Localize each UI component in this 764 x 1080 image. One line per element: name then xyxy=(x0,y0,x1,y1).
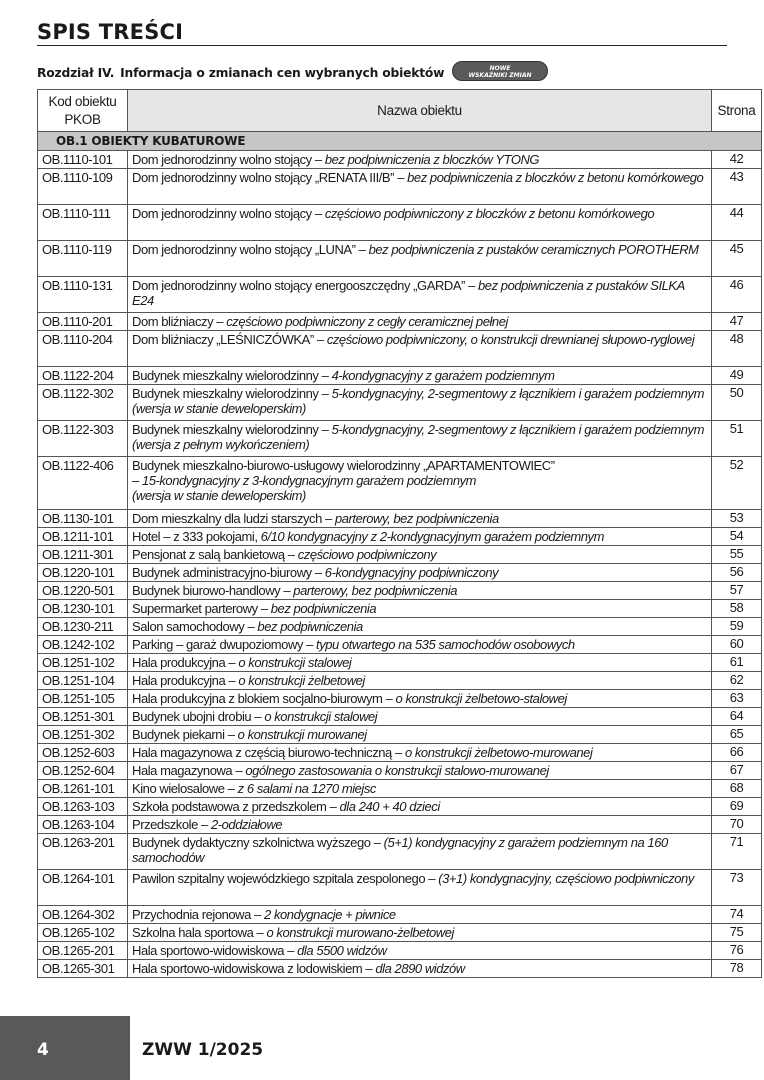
object-code: OB.1263-104 xyxy=(38,816,128,834)
page-number-link[interactable]: 52 xyxy=(712,457,762,510)
table-row xyxy=(38,654,762,672)
table-row xyxy=(38,385,762,421)
object-description: (5+1) kondygnacyjny z garażem podziemnym na 160 samochodów xyxy=(132,835,668,865)
object-code: OB.1110-131 xyxy=(38,277,128,313)
table-row xyxy=(38,600,762,618)
object-name: Pawilon szpitalny wojewódzkiego szpitala zespolonego – xyxy=(132,871,439,886)
object-name: Hala magazynowa – xyxy=(132,763,246,778)
page-number-link[interactable]: 76 xyxy=(712,942,762,960)
page-number-link[interactable]: 43 xyxy=(712,169,762,205)
object-name-cell xyxy=(128,798,712,816)
page-number-link[interactable]: 59 xyxy=(712,618,762,636)
object-name-cell xyxy=(128,672,712,690)
object-code: OB.1265-201 xyxy=(38,942,128,960)
object-code: OB.1122-406 xyxy=(38,457,128,510)
new-indices-badge xyxy=(452,61,548,81)
table-row xyxy=(38,690,762,708)
object-description: parterowy, bez podpiwniczenia xyxy=(293,583,458,598)
table-row xyxy=(38,457,762,510)
header-page: Strona xyxy=(712,90,762,132)
object-code: OB.1110-101 xyxy=(38,151,128,169)
object-name: Dom jednorodzinny wolno stojący „LUNA” – xyxy=(132,242,369,257)
object-name: Dom jednorodzinny wolno stojący „RENATA III/B” – xyxy=(132,170,408,185)
object-description: bez podpiwniczenia z bloczków YTONG xyxy=(324,152,540,167)
object-code: OB.1230-211 xyxy=(38,618,128,636)
object-code: OB.1265-102 xyxy=(38,924,128,942)
object-name-cell xyxy=(128,726,712,744)
footer-page-number: 4 xyxy=(37,1040,49,1060)
page-number-link[interactable]: 60 xyxy=(712,636,762,654)
table-row xyxy=(38,744,762,762)
object-name-cell xyxy=(128,421,712,457)
object-code: OB.1110-111 xyxy=(38,205,128,241)
object-description: bez podpiwniczenia z pustaków SILKA E24 xyxy=(132,278,685,308)
chapter-title: Informacja o zmianach cen wybranych obiektów xyxy=(120,66,445,80)
object-name: Hala produkcyjna – xyxy=(132,673,239,688)
chapter-heading xyxy=(37,66,444,80)
object-code: OB.1130-101 xyxy=(38,510,128,528)
object-description: bez podpiwniczenia xyxy=(270,601,377,616)
page-number-link[interactable]: 44 xyxy=(712,205,762,241)
page-number-link[interactable]: 42 xyxy=(712,151,762,169)
page-number-link[interactable]: 49 xyxy=(712,367,762,385)
object-name-cell xyxy=(128,313,712,331)
object-code: OB.1230-101 xyxy=(38,600,128,618)
table-row xyxy=(38,151,762,169)
table-row xyxy=(38,798,762,816)
object-description: częściowo podpiwniczony z bloczków z betonu komórkowego xyxy=(324,206,655,221)
object-description: o konstrukcji murowano-żelbetowej xyxy=(266,925,454,940)
object-name: Hala produkcyjna – xyxy=(132,655,239,670)
page-number-link[interactable]: 68 xyxy=(712,780,762,798)
object-name: Szkoła podstawowa z przedszkolem – xyxy=(132,799,340,814)
object-name: Supermarket parterowy – xyxy=(132,601,271,616)
object-code: OB.1251-301 xyxy=(38,708,128,726)
object-name-cell xyxy=(128,924,712,942)
table-row xyxy=(38,942,762,960)
object-name: Hotel – z 333 pokojami, xyxy=(132,529,261,544)
object-description: o konstrukcji żelbetowej xyxy=(238,673,365,688)
object-code: OB.1110-201 xyxy=(38,313,128,331)
table-row xyxy=(38,205,762,241)
page-number-link[interactable]: 66 xyxy=(712,744,762,762)
object-name: Budynek piekarni – xyxy=(132,727,238,742)
object-description: ogólnego zastosowania o konstrukcji stalowo-murowanej xyxy=(245,763,549,778)
section-label: OB.1 OBIEKTY KUBATUROWE xyxy=(38,132,762,151)
object-name: Szkolna hala sportowa – xyxy=(132,925,267,940)
object-name: Hala sportowo-widowiskowa z lodowiskiem – xyxy=(132,961,376,976)
object-name: Hala produkcyjna z blokiem socjalno-biurowym – xyxy=(132,691,396,706)
object-code: OB.1251-104 xyxy=(38,672,128,690)
object-code: OB.1211-101 xyxy=(38,528,128,546)
page-number-link[interactable]: 71 xyxy=(712,834,762,870)
object-code: OB.1251-302 xyxy=(38,726,128,744)
object-name-cell xyxy=(128,834,712,870)
page-number-link[interactable]: 64 xyxy=(712,708,762,726)
object-name-cell xyxy=(128,367,712,385)
object-description: bez podpiwniczenia xyxy=(257,619,363,634)
page-number-link[interactable]: 74 xyxy=(712,906,762,924)
object-description: bez podpiwniczenia z pustaków ceramicznych POROTHERM xyxy=(368,242,699,257)
object-name: Pensjonat z salą bankietową – xyxy=(132,547,298,562)
page-number-link[interactable]: 70 xyxy=(712,816,762,834)
table-row xyxy=(38,421,762,457)
table-row xyxy=(38,924,762,942)
object-code: OB.1211-301 xyxy=(38,546,128,564)
table-row xyxy=(38,546,762,564)
object-name: Budynek mieszkalny wielorodzinny – xyxy=(132,422,332,437)
object-description: o konstrukcji murowanej xyxy=(237,727,367,742)
object-code: OB.1110-119 xyxy=(38,241,128,277)
object-code: OB.1261-101 xyxy=(38,780,128,798)
object-code: OB.1264-101 xyxy=(38,870,128,906)
object-name-cell xyxy=(128,510,712,528)
object-code: OB.1242-102 xyxy=(38,636,128,654)
object-name: Budynek mieszkalny wielorodzinny – xyxy=(132,368,332,383)
object-name-cell xyxy=(128,151,712,169)
object-name: Budynek mieszkalny wielorodzinny – xyxy=(132,386,332,401)
object-name: Dom mieszkalny dla ludzi starszych – xyxy=(132,511,335,526)
object-name: Budynek dydaktyczny szkolnictwa wyższego – xyxy=(132,835,384,850)
object-code: OB.1122-302 xyxy=(38,385,128,421)
object-description: częściowo podpiwniczony, o konstrukcji drewnianej słupowo-ryglowej xyxy=(326,332,695,347)
table-row xyxy=(38,618,762,636)
object-description: o konstrukcji żelbetowo-murowanej xyxy=(404,745,593,760)
page-number-link[interactable]: 62 xyxy=(712,672,762,690)
object-name-cell xyxy=(128,636,712,654)
page-number-link[interactable]: 75 xyxy=(712,924,762,942)
table-row xyxy=(38,510,762,528)
object-description: o konstrukcji stalowej xyxy=(238,655,352,670)
object-description: częściowo podpiwniczony xyxy=(297,547,437,562)
table-row xyxy=(38,870,762,906)
object-name-cell xyxy=(128,564,712,582)
object-name-cell xyxy=(128,816,712,834)
object-name-cell xyxy=(128,942,712,960)
table-row xyxy=(38,726,762,744)
object-name: Dom jednorodzinny wolno stojący energooszczędny „GARDA” – xyxy=(132,278,479,293)
page-number-link[interactable]: 63 xyxy=(712,690,762,708)
badge-line-2: WSKAŹNIKI ZMIAN xyxy=(468,72,532,79)
object-code: OB.1220-501 xyxy=(38,582,128,600)
table-row xyxy=(38,906,762,924)
object-name: Kino wielosalowe – xyxy=(132,781,238,796)
object-name: Salon samochodowy – xyxy=(132,619,258,634)
page-number-link[interactable]: 45 xyxy=(712,241,762,277)
page-number-link[interactable]: 53 xyxy=(712,510,762,528)
table-row xyxy=(38,780,762,798)
object-code: OB.1122-204 xyxy=(38,367,128,385)
badge-line-1: NOWE xyxy=(489,65,511,72)
table-row xyxy=(38,169,762,205)
object-name: Hala sportowo-widowiskowa – xyxy=(132,943,298,958)
page-number-link[interactable]: 54 xyxy=(712,528,762,546)
object-description: o konstrukcji stalowej xyxy=(264,709,378,724)
table-header-row xyxy=(38,90,762,132)
table-row xyxy=(38,960,762,978)
object-code: OB.1263-103 xyxy=(38,798,128,816)
object-name: Budynek biurowo-handlowy – xyxy=(132,583,294,598)
object-description: bez podpiwniczenia z bloczków z betonu komórkowego xyxy=(407,170,704,185)
object-description-extra: (wersja w stanie deweloperskim) xyxy=(132,488,306,503)
object-name-cell xyxy=(128,960,712,978)
object-name-cell xyxy=(128,546,712,564)
object-name-cell xyxy=(128,457,712,510)
title-rule xyxy=(37,45,727,46)
table-row xyxy=(38,708,762,726)
object-name-cell xyxy=(128,654,712,672)
page-number-link[interactable]: 51 xyxy=(712,421,762,457)
object-code: OB.1252-603 xyxy=(38,744,128,762)
object-name-cell xyxy=(128,582,712,600)
page-number-link[interactable]: 57 xyxy=(712,582,762,600)
table-row xyxy=(38,241,762,277)
object-description: 2-oddziałowe xyxy=(210,817,283,832)
page-number-link[interactable]: 69 xyxy=(712,798,762,816)
object-description: dla 5500 widzów xyxy=(297,943,387,958)
object-name-cell xyxy=(128,205,712,241)
object-name: Hala magazynowa z częścią biurowo-techniczną – xyxy=(132,745,405,760)
page-number-link[interactable]: 56 xyxy=(712,564,762,582)
footer-publication: ZWW 1/2025 xyxy=(142,1040,264,1060)
page-number-link[interactable]: 55 xyxy=(712,546,762,564)
object-code: OB.1264-302 xyxy=(38,906,128,924)
object-description: 4-kondygnacyjny z garażem podziemnym xyxy=(331,368,555,383)
table-row xyxy=(38,636,762,654)
table-row xyxy=(38,816,762,834)
object-description: 2 kondygnacje + piwnice xyxy=(264,907,396,922)
object-description: 6-kondygnacyjny podpiwniczony xyxy=(324,565,499,580)
object-description: (3+1) kondygnacyjny, częściowo podpiwniczony xyxy=(438,871,694,886)
object-code: OB.1110-204 xyxy=(38,331,128,367)
table-row xyxy=(38,367,762,385)
object-name: Budynek administracyjno-biurowy – xyxy=(132,565,325,580)
object-code: OB.1251-102 xyxy=(38,654,128,672)
section-row xyxy=(38,132,762,151)
object-description: 6/10 kondygnacyjny z 2-kondygnacyjnym garażem podziemnym xyxy=(260,529,604,544)
object-name: Dom bliźniaczy „LEŚNICZÓWKA” – xyxy=(132,332,327,347)
table-row xyxy=(38,277,762,313)
object-name-cell xyxy=(128,708,712,726)
object-name-cell xyxy=(128,277,712,313)
table-row xyxy=(38,672,762,690)
object-description: typu otwartego na 535 samochodów osobowych xyxy=(316,637,575,652)
object-name-cell xyxy=(128,169,712,205)
page-number-link[interactable]: 47 xyxy=(712,313,762,331)
header-name: Nazwa obiektu xyxy=(128,90,712,132)
object-code: OB.1110-109 xyxy=(38,169,128,205)
object-description: dla 2890 widzów xyxy=(375,961,465,976)
object-name: Budynek ubojni drobiu – xyxy=(132,709,265,724)
header-code: Kod obiektu PKOB xyxy=(38,90,128,132)
object-code: OB.1263-201 xyxy=(38,834,128,870)
object-name: Dom jednorodzinny wolno stojący – xyxy=(132,206,325,221)
chapter-number: Rozdział IV. xyxy=(37,66,115,80)
table-row xyxy=(38,834,762,870)
object-name: Dom bliźniaczy – xyxy=(132,314,227,329)
page-number-link[interactable]: 78 xyxy=(712,960,762,978)
object-name-cell xyxy=(128,870,712,906)
object-name-cell xyxy=(128,528,712,546)
object-description: z 6 salami na 1270 miejsc xyxy=(237,781,376,796)
object-name-cell xyxy=(128,906,712,924)
page-number-link[interactable]: 61 xyxy=(712,654,762,672)
object-description: częściowo podpiwniczony z cegły ceramicznej pełnej xyxy=(226,314,508,329)
table-row xyxy=(38,762,762,780)
object-name: Budynek mieszkalno-biurowo-usługowy wielorodzinny „APARTAMENTOWIEC” xyxy=(132,458,555,473)
object-description: 5-kondygnacyjny, 2-segmentowy z łącznikiem i garażem podziemnym (wersja w stanie deweloperskim) xyxy=(132,386,704,416)
object-name-cell xyxy=(128,241,712,277)
object-name-cell xyxy=(128,618,712,636)
object-name: Przedszkole – xyxy=(132,817,211,832)
object-description: 5-kondygnacyjny, 2-segmentowy z łącznikiem i garażem podziemnym (wersja z pełnym wykończeniem) xyxy=(132,422,704,452)
page-number-link[interactable]: 65 xyxy=(712,726,762,744)
table-row xyxy=(38,582,762,600)
object-name-cell xyxy=(128,385,712,421)
object-code: OB.1251-105 xyxy=(38,690,128,708)
object-name-cell xyxy=(128,744,712,762)
object-code: OB.1220-101 xyxy=(38,564,128,582)
page-number-link[interactable]: 50 xyxy=(712,385,762,421)
table-row xyxy=(38,313,762,331)
page-number-link[interactable]: 73 xyxy=(712,870,762,906)
object-description: parterowy, bez podpiwniczenia xyxy=(334,511,499,526)
object-name: Dom jednorodzinny wolno stojący – xyxy=(132,152,325,167)
table-row xyxy=(38,331,762,367)
object-name-cell xyxy=(128,762,712,780)
object-code: OB.1122-303 xyxy=(38,421,128,457)
object-name: Przychodnia rejonowa – xyxy=(132,907,265,922)
object-code: OB.1252-604 xyxy=(38,762,128,780)
object-description: o konstrukcji żelbetowo-stalowej xyxy=(395,691,567,706)
page-number-link[interactable]: 58 xyxy=(712,600,762,618)
object-name-cell xyxy=(128,690,712,708)
page-number-link[interactable]: 67 xyxy=(712,762,762,780)
table-row xyxy=(38,564,762,582)
object-description: – 15-kondygnacyjny z 3-kondygnacyjnym garażem podziemnym xyxy=(132,473,477,488)
object-name-cell xyxy=(128,600,712,618)
page-title: SPIS TREŚCI xyxy=(37,20,184,44)
table-row xyxy=(38,528,762,546)
footer-page-box xyxy=(0,1016,130,1080)
toc-table xyxy=(37,89,762,978)
page-number-link[interactable]: 48 xyxy=(712,331,762,367)
page-number-link[interactable]: 46 xyxy=(712,277,762,313)
object-code: OB.1265-301 xyxy=(38,960,128,978)
object-name-cell xyxy=(128,780,712,798)
object-name: Parking – garaż dwupoziomowy – xyxy=(132,637,317,652)
object-name-cell xyxy=(128,331,712,367)
object-description: dla 240 + 40 dzieci xyxy=(339,799,440,814)
